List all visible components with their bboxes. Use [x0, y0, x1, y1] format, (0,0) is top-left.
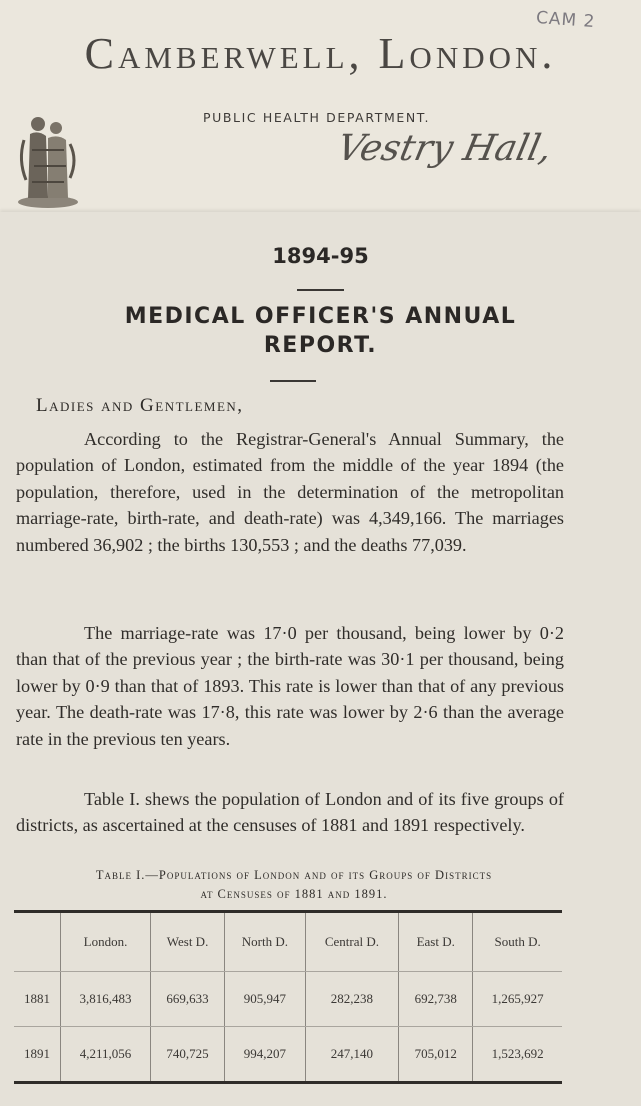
- table-cell-year: 1891: [24, 1046, 50, 1061]
- population-table: [14, 910, 562, 1084]
- table-cell: 705,012: [399, 1027, 473, 1083]
- report-title: [40, 302, 601, 360]
- table-cell: 905,947: [225, 972, 306, 1027]
- header-cell-east: East D.: [399, 912, 473, 972]
- table-row: [14, 1027, 562, 1083]
- vestry-hall-script: Vestry Hall,: [333, 128, 556, 169]
- report-year: 1894-95: [272, 244, 369, 268]
- table-cell: 740,725: [151, 1027, 225, 1083]
- table-cell: 3,816,483: [61, 972, 151, 1027]
- title-divider-bottom: [270, 380, 316, 382]
- paragraph-2: The marriage-rate was 17·0 per thousand, being lower by 0·2 than that of the previous year ; the birth-rate was 30·1 per thousand, being lower by 0·9 than that of 1893. This rate is lower than that of any previous year. The death-rate was 17·8, this rate was lower by 2·6 than the average rate in the previous ten years.: [16, 623, 564, 749]
- header-cell-south: South D.: [473, 912, 562, 972]
- paragraph-1: According to the Registrar-General's Annual Summary, the population of London, estimated from the middle of the year 1894 (the population, therefore, used in the determination of the metropolitan marriage-rate, birth-rate, and death-rate) was 4,349,166. The marriages numbered 36,902 ; the births 130,553 ; and the deaths 77,039.: [16, 429, 564, 555]
- table-cell: 669,633: [151, 972, 225, 1027]
- salutation: Ladies and Gentlemen,: [36, 395, 244, 416]
- table-cell: 994,207: [225, 1027, 306, 1083]
- table-caption: [14, 866, 574, 904]
- crest-icon: [12, 110, 84, 210]
- table-header-row: [14, 912, 562, 972]
- pencil-archive-note: CAM 2: [535, 7, 597, 33]
- report-title-line2: REPORT.: [263, 333, 378, 358]
- header-cell-blank: [14, 912, 61, 972]
- table-row: [14, 972, 562, 1027]
- table-caption-line2: at Censuses of 1881 and 1891.: [200, 887, 388, 901]
- header-cell-central: Central D.: [305, 912, 399, 972]
- table-cell: 282,238: [305, 972, 399, 1027]
- header-cell-north: North D.: [225, 912, 306, 972]
- paragraph-3: Table I. shews the population of London and of its five groups of districts, as ascertained at the censuses of 1881 and 1891 respectively.: [16, 789, 564, 836]
- letterhead-city: Camberwell, London.: [84, 29, 557, 78]
- report-title-line1: MEDICAL OFFICER'S ANNUAL: [124, 304, 517, 329]
- table-cell: 247,140: [305, 1027, 399, 1083]
- table-cell-year: 1881: [14, 972, 61, 1027]
- table-cell: 1,265,927: [473, 972, 562, 1027]
- header-cell-london: London.: [61, 912, 151, 972]
- title-divider-top: [297, 289, 344, 291]
- table-cell: 1,523,692: [473, 1027, 562, 1083]
- letterhead: [0, 0, 641, 212]
- table-cell: 4,211,056: [61, 1027, 151, 1083]
- table-cell: 692,738: [399, 972, 473, 1027]
- department-heading: PUBLIC HEALTH DEPARTMENT.: [203, 110, 431, 125]
- header-cell-west: West D.: [151, 912, 225, 972]
- table-caption-line1: Table I.—Populations of London and of its Groups of Districts: [95, 868, 493, 882]
